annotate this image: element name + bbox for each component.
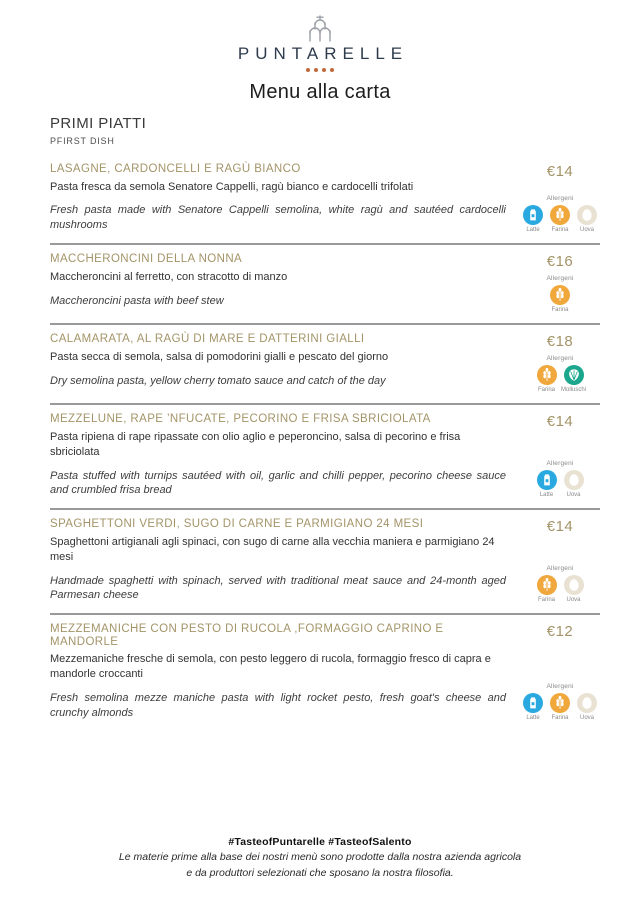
dish-info xyxy=(50,518,520,603)
dish-name: MEZZEMANICHE CON PESTO DI RUCOLA ,FORMAGGIO CAPRINO E MANDORLE xyxy=(50,623,444,648)
allergen-item xyxy=(550,205,570,233)
allergen-label: Uova xyxy=(566,597,581,604)
dish-side xyxy=(520,163,600,233)
milk-carton-icon xyxy=(523,205,543,225)
allergen-item xyxy=(577,693,597,721)
dish-description-english: Fresh pasta made with Senatore Cappelli semolina, white ragù and sautéed cardocelli mushrooms xyxy=(50,204,506,232)
dish-price: €16 xyxy=(546,253,574,271)
dish-price: €18 xyxy=(546,333,574,351)
dish-price: €14 xyxy=(546,518,574,536)
dish-price: €14 xyxy=(546,163,574,180)
allergen-label: Molluschi xyxy=(561,387,587,394)
allergen-label: Uova xyxy=(579,714,594,721)
dish-side xyxy=(520,518,600,603)
wheat-icon xyxy=(537,365,557,385)
allergens-label: Allergeni xyxy=(546,195,574,203)
allergen-item xyxy=(561,365,587,394)
shell-icon xyxy=(564,365,584,385)
allergen-block xyxy=(537,460,584,498)
dish-side xyxy=(520,413,600,498)
menu-item xyxy=(50,615,600,731)
wheat-icon xyxy=(550,693,570,713)
menu-item xyxy=(50,245,600,325)
allergen-item xyxy=(523,693,543,721)
dish-description-english: Dry semolina pasta, yellow cherry tomato sauce and catch of the day xyxy=(50,374,386,387)
allergen-item xyxy=(537,470,557,498)
allergen-label: Farina xyxy=(551,714,569,721)
allergen-label: Latte xyxy=(526,714,540,721)
page-title: Menu alla carta xyxy=(249,81,391,103)
egg-icon xyxy=(577,693,597,713)
allergen-item xyxy=(523,205,543,233)
allergen-icons xyxy=(537,575,584,603)
allergen-item xyxy=(537,365,557,393)
allergen-item xyxy=(577,205,597,233)
dish-side xyxy=(520,333,600,393)
egg-icon xyxy=(564,470,584,490)
dish-description-italian: Maccheroncini al ferretto, con stracotto di manzo xyxy=(50,270,288,283)
allergens-label: Allergeni xyxy=(546,275,574,283)
dish-info xyxy=(50,413,520,498)
dish-side xyxy=(520,253,600,313)
dish-description-italian: Spaghettoni artigianali agli spinaci, con sugo di carne alla vecchia maniera e parmigiano 24 mesi xyxy=(50,535,495,563)
allergen-icons xyxy=(537,470,584,498)
allergens-label: Allergeni xyxy=(546,460,574,468)
allergen-block xyxy=(523,683,597,721)
allergen-item xyxy=(550,693,570,721)
allergen-item xyxy=(537,575,557,603)
dish-description-english: Handmade spaghetti with spinach, served with traditional meat sauce and 24-month aged Parmesan cheese xyxy=(50,574,506,602)
menu-item xyxy=(50,405,600,510)
allergen-label: Farina xyxy=(537,597,555,604)
allergen-label: Farina xyxy=(551,227,569,234)
dish-description-english: Pasta stuffed with turnips sautéed with oil, garlic and chilli pepper, pecorino cheese sauce and crumbled frisa bread xyxy=(50,469,506,497)
egg-icon xyxy=(564,575,584,595)
dish-name: MACCHERONCINI DELLA NONNA xyxy=(50,253,243,266)
menu-item xyxy=(50,155,600,245)
page-footer xyxy=(0,836,640,881)
page-header xyxy=(0,0,640,104)
allergen-label: Farina xyxy=(537,387,555,394)
dish-name: SPAGHETTONI VERDI, SUGO DI CARNE E PARMIGIANO 24 MESI xyxy=(50,518,424,531)
dish-description-italian: Pasta ripiena di rape ripassate con olio aglio e peperoncino, salsa di pecorino e frisa sbriciolata xyxy=(50,430,461,458)
allergen-label: Latte xyxy=(526,227,540,234)
footer-note-line-1: Le materie prime alla base dei nostri menù sono prodotte dalla nostra azienda agricola xyxy=(118,850,522,863)
allergen-block xyxy=(546,275,573,313)
section-header xyxy=(0,115,640,146)
allergens-label: Allergeni xyxy=(546,355,574,363)
section-title: PRIMI PIATTI xyxy=(50,115,147,132)
egg-icon xyxy=(577,205,597,225)
allergens-label: Allergeni xyxy=(546,682,574,690)
dish-name: CALAMARATA, AL RAGÙ DI MARE E DATTERINI GIALLI xyxy=(50,333,365,346)
arched-masseria-icon xyxy=(302,13,338,43)
dish-name: MEZZELUNE, RAPE ’NFUCATE, PECORINO E FRISA SBRICIOLATA xyxy=(50,413,431,426)
brand-dot xyxy=(314,68,318,72)
allergen-block xyxy=(523,195,597,233)
allergen-label: Uova xyxy=(566,492,581,499)
milk-carton-icon xyxy=(523,693,543,713)
footer-hashtags: #TasteofPuntarelle #TasteofSalento xyxy=(228,835,412,848)
brand-dots xyxy=(0,68,640,72)
dish-description-italian: Pasta secca di semola, salsa di pomodorini gialli e pescato del giorno xyxy=(50,350,389,363)
footer-note-line-2: e da produttori selezionati che sposano la nostra filosofia. xyxy=(186,867,454,880)
allergen-icons xyxy=(523,205,597,233)
dish-name: LASAGNE, CARDONCELLI E RAGÙ BIANCO xyxy=(50,163,301,175)
section-subtitle: PFIRST DISH xyxy=(50,136,115,146)
allergen-label: Farina xyxy=(551,307,569,314)
wheat-icon xyxy=(550,205,570,225)
dish-description-italian: Mezzemaniche fresche di semola, con pesto leggero di rucola, formaggio fresco di capra e mandorle croccanti xyxy=(50,653,491,681)
dish-price: €14 xyxy=(546,413,574,431)
allergen-block xyxy=(537,355,587,394)
menu-item xyxy=(50,325,600,405)
brand-dot xyxy=(330,68,334,72)
brand-dot xyxy=(306,68,310,72)
milk-carton-icon xyxy=(537,470,557,490)
dish-info xyxy=(50,623,520,721)
dish-info xyxy=(50,333,520,393)
wheat-icon xyxy=(550,285,570,305)
allergen-label: Latte xyxy=(539,492,554,499)
dish-info xyxy=(50,163,520,233)
dish-description-italian: Pasta fresca da semola Senatore Cappelli, ragù bianco e cardocelli trifolati xyxy=(50,180,414,193)
allergen-icons xyxy=(537,365,587,394)
dish-side xyxy=(520,623,600,721)
allergen-block xyxy=(537,565,584,603)
menu-item xyxy=(50,510,600,615)
allergens-label: Allergeni xyxy=(546,565,574,573)
allergen-icons xyxy=(550,285,570,313)
allergen-item xyxy=(564,470,584,498)
dish-price: €12 xyxy=(546,623,574,641)
allergen-label: Uova xyxy=(579,227,594,234)
dish-info xyxy=(50,253,520,313)
allergen-item xyxy=(564,575,584,603)
menu-list xyxy=(0,155,640,731)
brand-name: PUNTARELLE xyxy=(237,44,409,63)
wheat-icon xyxy=(537,575,557,595)
dish-description-english: Fresh semolina mezze maniche pasta with light rocket pesto, fresh goat's cheese and crunchy almonds xyxy=(50,692,506,720)
brand-dot xyxy=(322,68,326,72)
allergen-item xyxy=(550,285,570,313)
dish-description-english: Maccheroncini pasta with beef stew xyxy=(50,294,224,307)
allergen-icons xyxy=(523,693,597,721)
